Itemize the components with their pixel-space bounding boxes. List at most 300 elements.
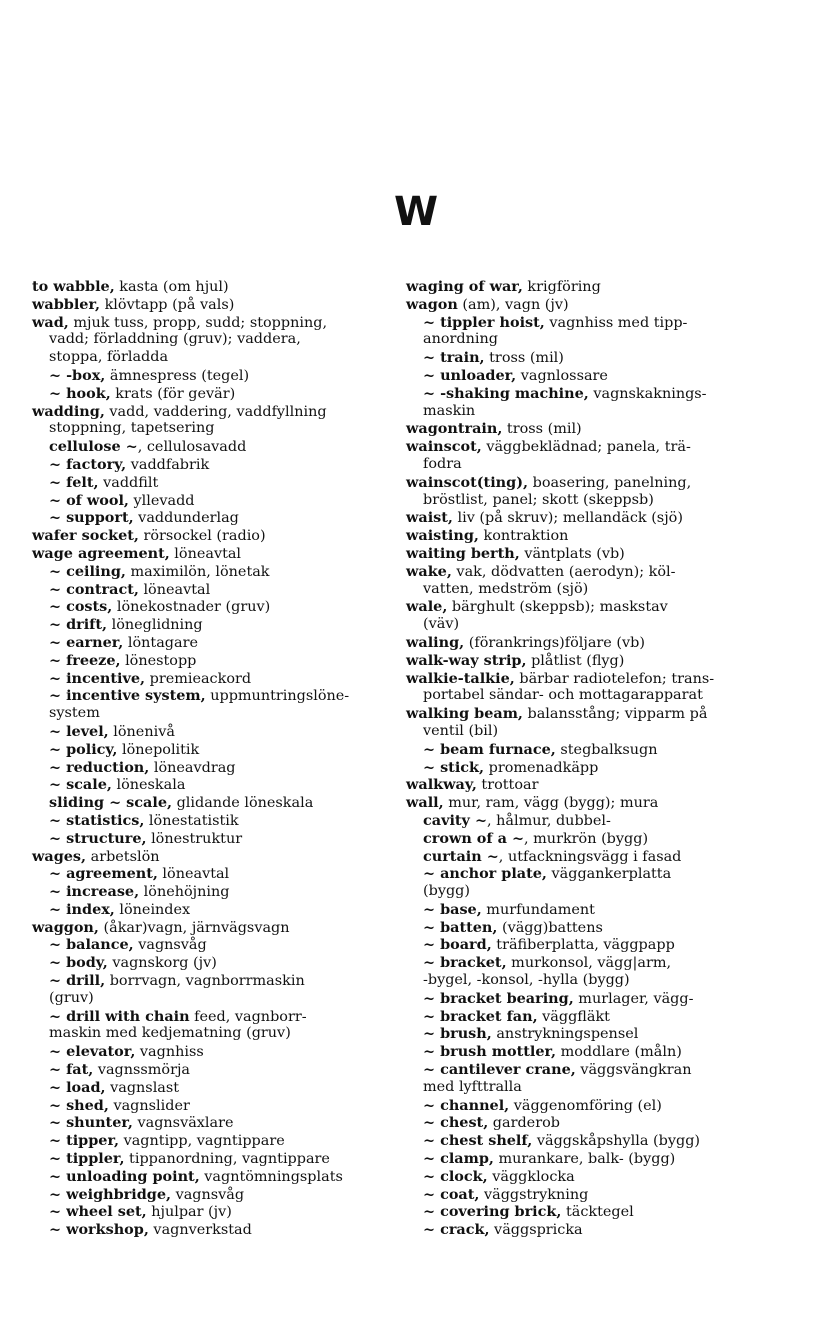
tilde-symbol: ~ xyxy=(423,1061,436,1079)
translation: väggfläkt xyxy=(537,1008,610,1025)
headword: tipper, xyxy=(61,1132,120,1150)
tilde-symbol: ~ xyxy=(423,1114,436,1132)
headword: drill, xyxy=(61,972,106,990)
headword: beam furnace, xyxy=(435,740,556,758)
dictionary-entry-line xyxy=(32,741,390,759)
dictionary-entry-line xyxy=(32,1203,390,1221)
dictionary-entry-line xyxy=(406,919,806,937)
headword: elevator, xyxy=(61,1043,136,1061)
right-column xyxy=(406,278,806,1239)
translation: kontraktion xyxy=(478,528,569,545)
translation: löntagare xyxy=(123,634,198,651)
headword: wake, xyxy=(406,562,452,580)
tilde-symbol: ~ xyxy=(49,1167,62,1185)
translation: väggenomföring (el) xyxy=(509,1097,662,1114)
dictionary-entry-line xyxy=(32,1079,390,1097)
dictionary-entry-line xyxy=(406,1043,806,1061)
headword: wainscot, xyxy=(406,438,482,456)
headword: unloader, xyxy=(435,366,517,384)
tilde-symbol: ~ xyxy=(49,740,62,758)
translation: (åkar)vagn, järnvägsvagn xyxy=(98,919,290,936)
dictionary-entry-line xyxy=(32,990,390,1008)
dictionary-entry-line xyxy=(406,581,806,599)
translation: vagnlossare xyxy=(516,367,608,384)
translation: borrvagn, vagnborrmaskin xyxy=(105,973,305,990)
headword: board, xyxy=(435,936,492,954)
translation: mjuk tuss, propp, sudd; stoppning, xyxy=(68,314,328,331)
headword: walking beam, xyxy=(406,705,523,723)
translation: lönehöjning xyxy=(139,884,230,901)
translation: vagnhiss med tipp- xyxy=(544,314,688,331)
tilde-symbol: ~ xyxy=(423,1043,436,1061)
dictionary-entry-line xyxy=(406,1114,806,1132)
dictionary-entry-line xyxy=(406,1168,806,1186)
dictionary-entry-line xyxy=(406,278,806,296)
dictionary-entry-line xyxy=(32,670,390,688)
headword: wall, xyxy=(406,794,444,812)
translation: vagnssmörja xyxy=(93,1062,191,1079)
headword: shed, xyxy=(61,1096,109,1114)
translation: maskin xyxy=(423,402,476,419)
translation: trottoar xyxy=(476,777,539,794)
headword: body, xyxy=(61,954,108,972)
translation: vagnsvåg xyxy=(171,1186,245,1203)
tilde-symbol: ~ xyxy=(120,438,138,456)
dictionary-entry-line xyxy=(406,1079,806,1097)
dictionary-entry-line xyxy=(32,509,390,527)
tilde-symbol: ~ xyxy=(423,954,436,972)
headword: waist, xyxy=(406,509,453,527)
headword: channel, xyxy=(435,1096,510,1114)
tilde-symbol: ~ xyxy=(423,1150,436,1168)
headword: cellulose xyxy=(49,438,121,456)
tilde-symbol: ~ xyxy=(49,580,62,598)
dictionary-entry-line xyxy=(406,509,806,527)
translation: vagnhiss xyxy=(135,1044,204,1061)
tilde-symbol: ~ xyxy=(423,1203,436,1221)
translation: , hålmur, dubbel- xyxy=(487,812,611,829)
dictionary-entry-line xyxy=(406,634,806,652)
headword: base, xyxy=(435,900,482,918)
headword: wage agreement, xyxy=(32,544,170,562)
headword: tippler, xyxy=(61,1150,125,1168)
headword: shunter, xyxy=(61,1114,133,1132)
tilde-symbol: ~ xyxy=(469,811,488,829)
tilde-symbol: ~ xyxy=(49,758,62,776)
dictionary-entry-line xyxy=(406,972,806,990)
headword: bracket fan, xyxy=(435,1007,538,1025)
tilde-symbol: ~ xyxy=(49,1203,62,1221)
translation: väntplats (vb) xyxy=(519,545,625,562)
translation: vagnslider xyxy=(108,1097,190,1114)
dictionary-entry-line xyxy=(32,705,390,723)
headword: brush mottler, xyxy=(435,1043,557,1061)
translation: vaddfilt xyxy=(98,474,159,491)
tilde-symbol: ~ xyxy=(49,900,62,918)
translation: vatten, medström (sjö) xyxy=(423,580,589,597)
dictionary-entry-line xyxy=(406,474,806,492)
headword: factory, xyxy=(61,455,127,473)
translation: balansstång; vipparm på xyxy=(522,706,708,723)
translation: bärbar radiotelefon; trans- xyxy=(514,670,715,687)
translation: väggbeklädnad; panela, trä- xyxy=(481,439,691,456)
headword: wheel set, xyxy=(61,1203,147,1221)
tilde-symbol: ~ xyxy=(49,1078,62,1096)
dictionary-entry-line xyxy=(406,652,806,670)
translation: tippanordning, vagntippare xyxy=(124,1151,330,1168)
dictionary-entry-line xyxy=(406,1221,806,1239)
translation: murkonsol, vägg|arm, xyxy=(506,955,672,972)
dictionary-entry-line xyxy=(406,670,806,688)
dictionary-entry-line xyxy=(406,563,806,581)
tilde-symbol: ~ xyxy=(423,900,436,918)
dictionary-entry-line xyxy=(406,1150,806,1168)
dictionary-entry-line xyxy=(32,901,390,919)
translation: garderob xyxy=(488,1115,560,1132)
translation: system xyxy=(49,705,100,722)
headword: covering brick, xyxy=(435,1203,562,1221)
tilde-symbol: ~ xyxy=(423,349,436,367)
dictionary-entry-line xyxy=(32,1008,390,1026)
translation: maximilön, lönetak xyxy=(125,563,270,580)
headword: drift, xyxy=(61,616,108,634)
translation: vagnskorg (jv) xyxy=(107,955,217,972)
dictionary-entry-line xyxy=(406,545,806,563)
tilde-symbol: ~ xyxy=(49,455,62,473)
tilde-symbol: ~ xyxy=(49,633,62,651)
tilde-symbol: ~ xyxy=(49,651,62,669)
headword: index, xyxy=(61,900,115,918)
translation: löneindex xyxy=(114,901,191,918)
dictionary-entry-line xyxy=(406,1025,806,1043)
dictionary-entry-line xyxy=(406,1008,806,1026)
dictionary-entry-line xyxy=(32,438,390,456)
dictionary-entry-line xyxy=(32,314,390,332)
headword: of wool, xyxy=(61,491,129,509)
headword: waiting berth, xyxy=(406,544,520,562)
dictionary-entry-line xyxy=(32,545,390,563)
tilde-symbol: ~ xyxy=(49,936,62,954)
tilde-symbol: ~ xyxy=(49,1043,62,1061)
translation: tross (mil) xyxy=(502,421,582,438)
headword: weighbridge, xyxy=(61,1185,172,1203)
tilde-symbol: ~ xyxy=(49,829,62,847)
tilde-symbol: ~ xyxy=(506,829,525,847)
dictionary-entry-line xyxy=(32,349,390,367)
headword: drill with chain xyxy=(61,1007,190,1025)
translation: lönestopp xyxy=(120,652,197,669)
headword: bracket bearing, xyxy=(435,989,574,1007)
dictionary-entry-line xyxy=(32,687,390,705)
headword: workshop, xyxy=(61,1221,149,1239)
dictionary-entry-line xyxy=(406,296,806,314)
tilde-symbol: ~ xyxy=(423,1007,436,1025)
headword: coat, xyxy=(435,1185,480,1203)
translation: lönestatistik xyxy=(144,812,239,829)
dictionary-entry-line xyxy=(406,687,806,705)
translation: (förankrings)följare (vb) xyxy=(464,634,645,651)
dictionary-entry-line xyxy=(406,385,806,403)
tilde-symbol: ~ xyxy=(481,847,499,865)
headword: statistics, xyxy=(61,811,145,829)
headword: waggon, xyxy=(32,918,99,936)
dictionary-entry-line xyxy=(32,278,390,296)
tilde-symbol: ~ xyxy=(423,918,436,936)
dictionary-entry-line xyxy=(406,936,806,954)
dictionary-entry-line xyxy=(406,759,806,777)
headword: balance, xyxy=(61,936,134,954)
translation: väggspricka xyxy=(489,1222,583,1239)
tilde-symbol: ~ xyxy=(49,616,62,634)
dictionary-entry-line xyxy=(32,865,390,883)
translation: fodra xyxy=(423,455,462,472)
translation: feed, vagnborr- xyxy=(189,1008,307,1025)
dictionary-entry-line xyxy=(32,1186,390,1204)
translation: yllevadd xyxy=(128,492,195,509)
headword: cantilever crane, xyxy=(435,1061,576,1079)
translation: lönenivå xyxy=(108,723,175,740)
translation: uppmuntringslöne- xyxy=(205,688,350,705)
headword: anchor plate, xyxy=(435,865,547,883)
translation: träfiberplatta, väggpapp xyxy=(491,937,675,954)
headword: costs, xyxy=(61,598,113,616)
translation: (bygg) xyxy=(423,883,470,900)
headword: walkie-talkie, xyxy=(406,669,515,687)
headword: agreement, xyxy=(61,865,158,883)
section-letter: W xyxy=(393,189,439,235)
translation: vadd; förladdning (gruv); vaddera, xyxy=(49,331,301,348)
tilde-symbol: ~ xyxy=(423,936,436,954)
translation: lönepolitik xyxy=(117,741,200,758)
headword: incentive, xyxy=(61,669,146,687)
tilde-symbol: ~ xyxy=(49,1221,62,1239)
headword: crown of a xyxy=(423,829,507,847)
tilde-symbol: ~ xyxy=(423,1096,436,1114)
headword: wages, xyxy=(32,847,87,865)
tilde-symbol: ~ xyxy=(49,366,62,384)
tilde-symbol: ~ xyxy=(49,1096,62,1114)
headword: policy, xyxy=(61,740,118,758)
translation: löneavtal xyxy=(157,866,230,883)
tilde-symbol: ~ xyxy=(49,687,62,705)
headword: earner, xyxy=(61,633,124,651)
tilde-symbol: ~ xyxy=(423,1221,436,1239)
headword: crack, xyxy=(435,1221,490,1239)
headword: wagontrain, xyxy=(406,420,503,438)
dictionary-entry-line xyxy=(32,723,390,741)
headword: wadding, xyxy=(32,402,105,420)
translation: väggankerplatta xyxy=(546,866,672,883)
dictionary-entry-line xyxy=(406,331,806,349)
tilde-symbol: ~ xyxy=(423,1167,436,1185)
dictionary-entry-line xyxy=(406,776,806,794)
dictionary-entry-line xyxy=(32,972,390,990)
translation: (väv) xyxy=(423,616,460,633)
dictionary-entry-line xyxy=(406,1186,806,1204)
dictionary-entry-line xyxy=(32,954,390,972)
headword: contract, xyxy=(61,580,139,598)
translation: ämnespress (tegel) xyxy=(105,367,250,384)
translation: promenadkäpp xyxy=(484,759,599,776)
headword: chest, xyxy=(435,1114,489,1132)
dictionary-entry-line xyxy=(32,936,390,954)
tilde-symbol: ~ xyxy=(49,1185,62,1203)
headword: incentive system, xyxy=(61,687,206,705)
translation: , cellulosavadd xyxy=(137,439,247,456)
dictionary-entry-line xyxy=(406,420,806,438)
headword: stick, xyxy=(435,758,485,776)
translation: murfundament xyxy=(481,901,595,918)
tilde-symbol: ~ xyxy=(49,954,62,972)
tilde-symbol: ~ xyxy=(49,883,62,901)
tilde-symbol: ~ xyxy=(49,562,62,580)
translation: bärghult (skeppsb); maskstav xyxy=(447,599,668,616)
tilde-symbol: ~ xyxy=(49,384,62,402)
translation: täcktegel xyxy=(561,1204,634,1221)
translation: (gruv) xyxy=(49,989,94,1006)
headword: wabbler, xyxy=(32,295,101,313)
tilde-symbol: ~ xyxy=(49,473,62,491)
tilde-symbol: ~ xyxy=(49,491,62,509)
headword: felt, xyxy=(61,473,99,491)
dictionary-entry-line xyxy=(406,830,806,848)
translation: vak, dödvatten (aerodyn); köl- xyxy=(451,563,676,580)
dictionary-entry-line xyxy=(406,865,806,883)
dictionary-entry-line xyxy=(32,1221,390,1239)
headword: structure, xyxy=(61,829,147,847)
tilde-symbol: ~ xyxy=(49,1132,62,1150)
headword: level, xyxy=(61,722,109,740)
tilde-symbol: ~ xyxy=(49,509,62,527)
dictionary-entry-line xyxy=(406,616,806,634)
tilde-symbol: ~ xyxy=(49,811,62,829)
translation: vagntömningsplats xyxy=(199,1168,343,1185)
translation: plåtlist (flyg) xyxy=(526,652,625,669)
dictionary-entry-line xyxy=(406,1203,806,1221)
headword: -box, xyxy=(61,366,106,384)
dictionary-entry-line xyxy=(406,723,806,741)
headword: walkway, xyxy=(406,776,477,794)
tilde-symbol: ~ xyxy=(49,865,62,883)
tilde-symbol: ~ xyxy=(423,1132,436,1150)
headword: sliding xyxy=(49,794,105,812)
tilde-symbol: ~ xyxy=(423,989,436,1007)
translation: ventil (bil) xyxy=(423,722,499,739)
dictionary-entry-line xyxy=(32,403,390,421)
dictionary-entry-line xyxy=(32,830,390,848)
dictionary-entry-line xyxy=(32,1097,390,1115)
dictionary-entry-line xyxy=(406,741,806,759)
headword: batten, xyxy=(435,918,498,936)
translation: väggstrykning xyxy=(479,1186,589,1203)
tilde-symbol: ~ xyxy=(423,1185,436,1203)
translation: boasering, panelning, xyxy=(528,474,692,491)
dictionary-entry-line xyxy=(32,474,390,492)
translation: lönestruktur xyxy=(146,830,243,847)
tilde-symbol: ~ xyxy=(104,794,122,812)
translation: löneavdrag xyxy=(149,759,236,776)
dictionary-entry-line xyxy=(32,385,390,403)
translation: (vägg)battens xyxy=(497,919,603,936)
dictionary-entry-line xyxy=(32,776,390,794)
translation: anordning xyxy=(423,331,498,348)
translation: -bygel, -konsol, -hylla (bygg) xyxy=(423,972,630,989)
tilde-symbol: ~ xyxy=(49,776,62,794)
headword: bracket, xyxy=(435,954,507,972)
tilde-symbol: ~ xyxy=(49,1150,62,1168)
tilde-symbol: ~ xyxy=(49,972,62,990)
dictionary-entry-line xyxy=(406,527,806,545)
dictionary-entry-line xyxy=(32,812,390,830)
headword: support, xyxy=(61,509,134,527)
dictionary-entry-line xyxy=(32,634,390,652)
dictionary-entry-line xyxy=(32,848,390,866)
translation: (am), vagn (jv) xyxy=(457,296,569,313)
headword: waisting, xyxy=(406,527,479,545)
tilde-symbol: ~ xyxy=(49,1061,62,1079)
translation: klövtapp (på vals) xyxy=(100,296,235,313)
dictionary-entry-line xyxy=(406,314,806,332)
dictionary-entry-line xyxy=(406,1097,806,1115)
headword: clock, xyxy=(435,1167,488,1185)
dictionary-entry-line xyxy=(32,296,390,314)
translation: glidande löneskala xyxy=(172,795,314,812)
headword: to wabble, xyxy=(32,278,115,295)
dictionary-entry-line xyxy=(406,403,806,421)
translation: moddlare (måln) xyxy=(556,1044,682,1061)
dictionary-entry-line xyxy=(32,1150,390,1168)
headword: cavity xyxy=(423,811,470,829)
tilde-symbol: ~ xyxy=(49,598,62,616)
headword: reduction, xyxy=(61,758,150,776)
dictionary-entry-line xyxy=(406,1132,806,1150)
dictionary-entry-line xyxy=(32,652,390,670)
translation: väggklocka xyxy=(487,1168,575,1185)
tilde-symbol: ~ xyxy=(423,758,436,776)
dictionary-entry-line xyxy=(32,563,390,581)
dictionary-entry-line xyxy=(406,598,806,616)
dictionary-entry-line xyxy=(32,1025,390,1043)
translation: vaddfabrik xyxy=(126,456,210,473)
dictionary-entry-line xyxy=(406,438,806,456)
headword: -shaking machine, xyxy=(435,384,589,402)
headword: ceiling, xyxy=(61,562,126,580)
tilde-symbol: ~ xyxy=(423,313,436,331)
translation: liv (på skruv); mellandäck (sjö) xyxy=(452,510,683,527)
translation: hjulpar (jv) xyxy=(146,1204,232,1221)
dictionary-entry-line xyxy=(32,367,390,385)
headword: scale, xyxy=(61,776,112,794)
headword: wale, xyxy=(406,598,448,616)
tilde-symbol: ~ xyxy=(423,865,436,883)
translation: premieackord xyxy=(145,670,252,687)
dictionary-entry-line xyxy=(406,954,806,972)
dictionary-entry-line xyxy=(406,349,806,367)
translation: stoppa, förladda xyxy=(49,349,169,366)
translation: löneavtal xyxy=(169,545,242,562)
dictionary-entry-line xyxy=(32,1043,390,1061)
tilde-symbol: ~ xyxy=(49,1007,62,1025)
headword: increase, xyxy=(61,883,140,901)
translation: arbetslön xyxy=(86,848,160,865)
dictionary-entry-line xyxy=(32,581,390,599)
translation: krigföring xyxy=(522,279,601,295)
translation: murlager, vägg- xyxy=(573,990,694,1007)
translation: lönekostnader (gruv) xyxy=(112,599,271,616)
headword: tippler hoist, xyxy=(435,313,545,331)
dictionary-entry-line xyxy=(32,1061,390,1079)
headword: clamp, xyxy=(435,1150,494,1168)
